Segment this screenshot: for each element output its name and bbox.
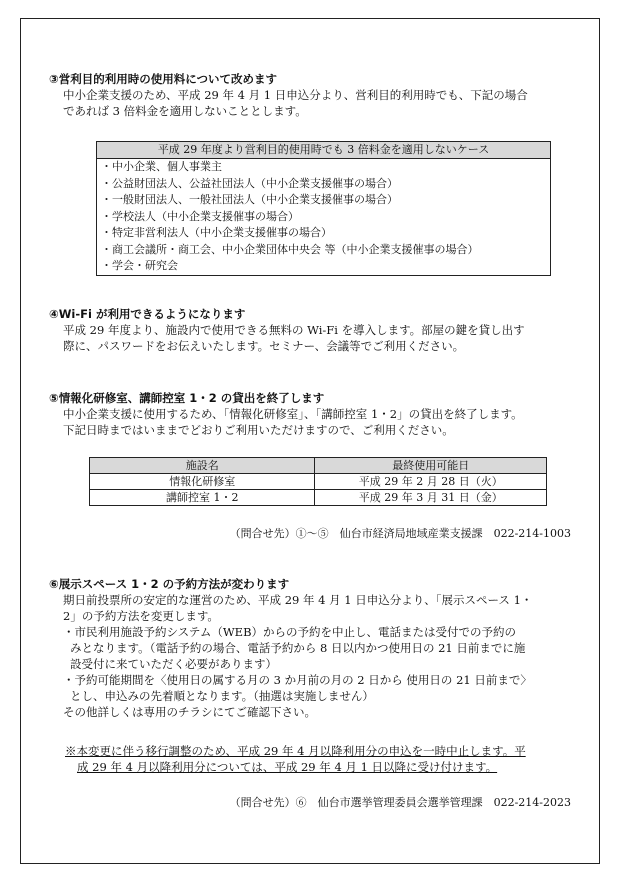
section-body-line: 中小企業支援に使用するため、「情報化研修室」、「講師控室 1・2」の貸出を終了します。 bbox=[63, 407, 523, 421]
note-line: 成 29 年 4 月以降利用分については、平成 29 年 4 月 1 日以降に受け付けます。 bbox=[77, 760, 498, 774]
table-header-row bbox=[90, 458, 547, 474]
section-body-line: その他詳しくは専用のチラシにてご確認下さい。 bbox=[63, 705, 316, 719]
table-header-cell: 施設名 bbox=[90, 458, 315, 474]
box-list-item: ・特定非営利法人（中小企業支援催事の場合） bbox=[101, 226, 332, 239]
section-body-line: とし、申込みの先着順となります。（抽選は実施しません） bbox=[70, 689, 374, 703]
section-body-line: 期日前投票所の安定的な運営のため、平成 29 年 4 月 1 日申込分より、「展示スペース 1・ bbox=[63, 593, 533, 607]
note-line: ※本変更に伴う移行調整のため、平成 29 年 4 月以降利用分の申込を一時中止します。平 bbox=[65, 744, 526, 758]
last-use-date-table bbox=[89, 457, 547, 506]
document-frame bbox=[20, 18, 600, 864]
section-body-line: 平成 29 年度より、施設内で使用できる無料の Wi-Fi を導入します。部屋の鍵を貸し出す bbox=[63, 323, 525, 337]
transition-note bbox=[21, 743, 599, 775]
table-cell: 平成 29 年 3 月 31 日（金） bbox=[315, 490, 547, 506]
section-exhibition-space bbox=[21, 576, 599, 720]
section-body-line: 下記日時まではいままでどおりご利用いただけますので、ご利用ください。 bbox=[63, 423, 454, 437]
section-body-line: 中小企業支援のため、平成 29 年 4 月 1 日申込分より、営利目的利用時でも、下記の場合 bbox=[63, 88, 528, 102]
box-title: 平成 29 年度より営利目的使用時でも 3 倍料金を適用しないケース bbox=[97, 142, 550, 159]
fee-exemption-box bbox=[96, 141, 551, 276]
section-room-closure bbox=[21, 390, 599, 438]
section-heading: ④Wi-Fi が利用できるようになります bbox=[49, 307, 246, 321]
section-body-line: 2」の予約方法を変更します。 bbox=[63, 609, 219, 623]
table-cell: 情報化研修室 bbox=[90, 474, 315, 490]
section-heading: ⑤情報化研修室、講師控室 1・2 の貸出を終了します bbox=[49, 391, 325, 405]
table-cell: 平成 29 年 2 月 28 日（火） bbox=[315, 474, 547, 490]
table-row bbox=[90, 490, 547, 506]
section-body-line: 際に、パスワードをお伝えいたします。セミナー、会議等でご利用ください。 bbox=[63, 339, 465, 353]
section-body-line: ・市民利用施設予約システム（WEB）からの予約を中止し、電話または受付での予約の bbox=[63, 625, 517, 639]
table-header-cell: 最終使用可能日 bbox=[315, 458, 547, 474]
box-list-item: ・一般財団法人、一般社団法人（中小企業支援催事の場合） bbox=[101, 193, 398, 206]
box-list-item: ・中小企業、個人事業主 bbox=[101, 160, 222, 173]
box-list-item: ・学校法人（中小企業支援催事の場合） bbox=[101, 209, 299, 223]
section-body-line: みとなります。（電話予約の場合、電話予約から 8 日以内かつ使用日の 21 日前までに施 bbox=[70, 641, 526, 655]
section-body-line: ・予約可能期間を〈使用日の属する月の 3 か月前の月の 2 日から 使用日の 21 日前まで〉 bbox=[63, 673, 532, 687]
section-heading: ③営利目的利用時の使用料について改めます bbox=[49, 72, 278, 86]
table-cell: 講師控室 1・2 bbox=[90, 490, 315, 506]
box-list-item: ・公益財団法人、公益社団法人（中小企業支援催事の場合） bbox=[101, 176, 398, 190]
section-body-line: であれば 3 倍料金を適用しないこととします。 bbox=[63, 104, 307, 118]
contact-line: （問合せ先）⑥ 仙台市選挙管理委員会選挙管理課 022-214-2023 bbox=[229, 796, 571, 809]
section-body-line: 設受付に来ていただく必要があります） bbox=[70, 657, 277, 671]
box-list-item: ・学会・研究会 bbox=[101, 259, 178, 272]
section-wifi bbox=[21, 306, 599, 354]
section-heading: ⑥展示スペース 1・2 の予約方法が変わります bbox=[49, 577, 290, 591]
contact-line: （問合せ先）①～⑤ 仙台市経済局地域産業支援課 022-214-1003 bbox=[229, 527, 571, 540]
section-usage-fee bbox=[21, 71, 599, 119]
box-list-item: ・商工会議所・商工会、中小企業団体中央会 等（中小企業支援催事の場合） bbox=[101, 242, 479, 256]
table-row bbox=[90, 474, 547, 490]
